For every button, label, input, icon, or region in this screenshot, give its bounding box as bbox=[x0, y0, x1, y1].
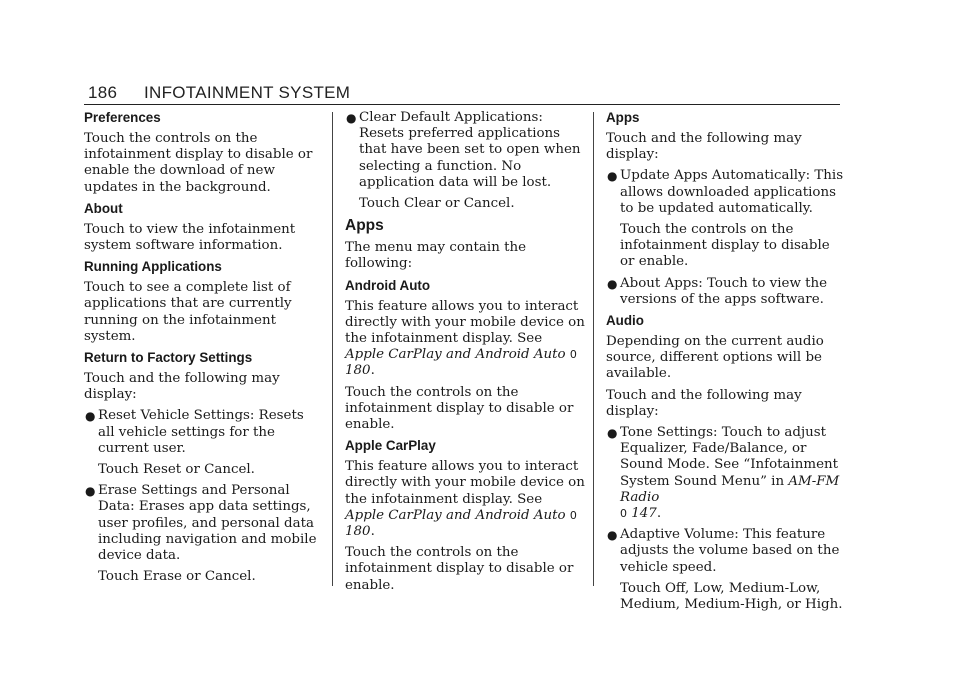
list-item bbox=[345, 110, 585, 191]
page-ref-icon: 0 bbox=[620, 507, 627, 521]
about-text: Touch to view the infotainment system software information. bbox=[84, 221, 296, 254]
column-divider bbox=[332, 112, 333, 586]
cross-reference-link[interactable]: Apple CarPlay and Android Auto bbox=[345, 347, 566, 363]
bullet-icon: ● bbox=[85, 484, 96, 499]
page-ref-icon: 0 bbox=[569, 348, 577, 362]
list-item bbox=[84, 483, 324, 564]
cross-reference-link[interactable]: AM-FM Radio bbox=[620, 473, 840, 505]
bullet-text: Update Apps Automatically: This allows downloaded applications to be updated automatically. bbox=[620, 168, 844, 216]
bullet-text: About Apps: Touch to view the versions of the apps software. bbox=[620, 275, 828, 307]
bullet-icon: ● bbox=[607, 169, 618, 184]
apple-carplay-heading: Apple CarPlay bbox=[345, 438, 436, 454]
bullet-icon: ● bbox=[607, 528, 618, 543]
preferences-heading: Preferences bbox=[84, 110, 161, 125]
column-3 bbox=[606, 110, 846, 618]
bullet-subtext: Touch Reset or Cancel. bbox=[98, 462, 255, 478]
list-item bbox=[606, 276, 846, 308]
bullet-icon: ● bbox=[607, 426, 618, 441]
bullet-icon: ● bbox=[85, 409, 96, 424]
android-auto-text: This feature allows you to interact directly with your mobile device on the infotainment display. See Apple CarPlay and Android Auto 0 180. bbox=[345, 298, 585, 379]
bullet-text: Erase Settings and Personal Data: Erases app data settings, user profiles, and personal data including navigation and mobile device data. bbox=[98, 483, 317, 564]
column-2 bbox=[345, 110, 585, 599]
list-item: ● Tone Settings: Touch to adjust Equalizer, Fade/Balance, or Sound Mode. See “Infotainment System Sound Menu” in AM-FM Radio 0 147. bbox=[607, 425, 840, 522]
apps-heading: Apps bbox=[345, 217, 384, 235]
page-ref-number[interactable]: 180 bbox=[345, 363, 371, 379]
preferences-text: Touch the controls on the infotainment display to disable or enable the download of new updates in the background. bbox=[84, 131, 313, 195]
page-number: 186 bbox=[88, 83, 118, 102]
apple-carplay-text: This feature allows you to interact directly with your mobile device on the infotainment display. See Apple CarPlay and Android Auto 0 180. bbox=[345, 459, 585, 540]
apple-carplay-text-2: Touch the controls on the infotainment display to disable or enable. bbox=[345, 545, 574, 593]
bullet-subtext: Touch the controls on the infotainment display to disable or enable. bbox=[620, 222, 830, 270]
page-ref-number[interactable]: 147 bbox=[631, 506, 657, 522]
apps-intro: The menu may contain the following: bbox=[345, 240, 527, 272]
section-title: INFOTAINMENT SYSTEM bbox=[144, 83, 351, 102]
cross-reference-link[interactable]: Apple CarPlay and Android Auto bbox=[345, 507, 566, 523]
page-ref-icon: 0 bbox=[569, 508, 577, 522]
bullet-text: Clear Default Applications: Resets preferred applications that have been set to open when selecting a function. No application data will be lost. bbox=[359, 110, 581, 190]
bullet-text: Reset Vehicle Settings: Resets all vehicle settings for the current user. bbox=[98, 408, 304, 456]
column-1 bbox=[84, 110, 324, 590]
factory-intro: Touch and the following may display: bbox=[84, 371, 280, 403]
bullet-subtext: Touch Off, Low, Medium-Low, Medium, Medium-High, or High. bbox=[620, 580, 843, 613]
bullet-icon: ● bbox=[607, 276, 618, 291]
running-applications-text: Touch to see a complete list of applications that are currently running on the infotainment system. bbox=[84, 280, 292, 344]
bullet-icon: ● bbox=[346, 111, 357, 125]
factory-settings-heading: Return to Factory Settings bbox=[84, 350, 253, 366]
list-item bbox=[84, 408, 324, 457]
list-item bbox=[606, 168, 846, 217]
audio-intro: Touch and the following may display: bbox=[606, 387, 802, 419]
about-heading: About bbox=[84, 200, 123, 216]
column-divider bbox=[593, 112, 594, 586]
android-auto-text-2: Touch the controls on the infotainment display to disable or enable. bbox=[345, 384, 574, 433]
running-applications-heading: Running Applications bbox=[84, 259, 222, 275]
bullet-subtext: Touch Clear or Cancel. bbox=[359, 196, 515, 212]
apps-heading: Apps bbox=[606, 110, 640, 125]
list-item bbox=[606, 527, 846, 576]
audio-heading: Audio bbox=[606, 313, 644, 329]
android-auto-heading: Android Auto bbox=[345, 277, 431, 293]
audio-text: Depending on the current audio source, different options will be available. bbox=[606, 334, 824, 382]
bullet-subtext: Touch Erase or Cancel. bbox=[98, 569, 256, 585]
apps-intro: Touch and the following may display: bbox=[606, 131, 802, 163]
page-ref-number[interactable]: 180 bbox=[345, 524, 371, 540]
bullet-text: Adaptive Volume: This feature adjusts the volume based on the vehicle speed. bbox=[620, 527, 840, 575]
page-header bbox=[84, 82, 840, 105]
